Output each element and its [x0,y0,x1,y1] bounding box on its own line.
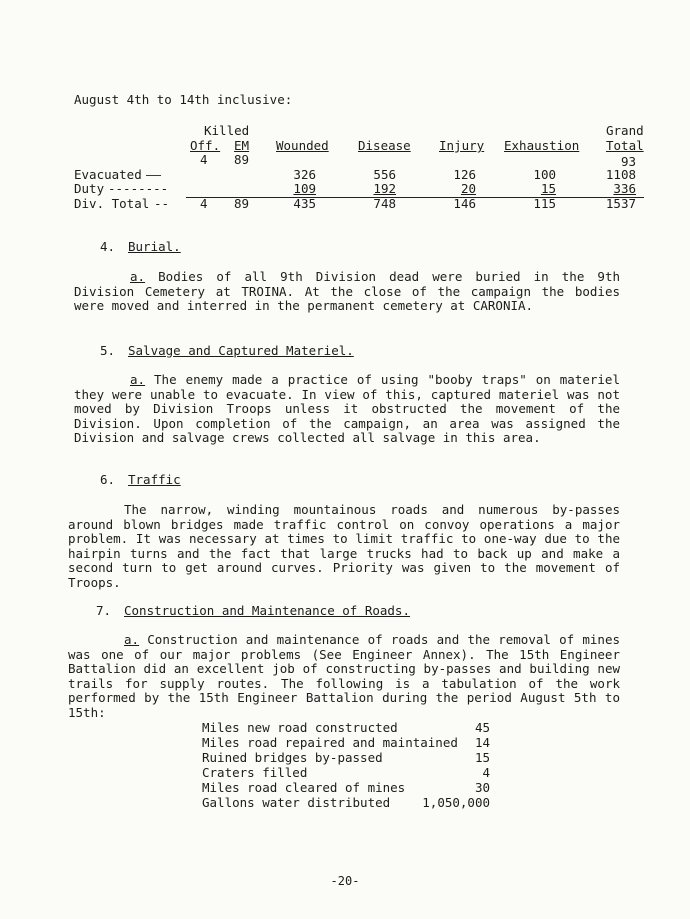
header-off: Off. [190,138,221,153]
section-title-salvage: Salvage and Captured Materiel. [128,343,354,358]
header-exhaustion: Exhaustion [504,138,580,153]
section-title-burial: Burial. [128,239,181,254]
evac-wounded: 326 [293,167,316,182]
killed-em: 89 [234,152,250,167]
work-row [202,765,502,780]
work-value: 1,050,000 [422,795,490,810]
sub-label-salvage: a. [130,372,146,387]
work-label: Miles new road constructed [202,720,398,735]
work-row [202,735,502,750]
work-value: 15 [474,750,490,765]
work-row [202,780,502,795]
total-disease: 748 [373,196,396,211]
work-value: 45 [474,720,490,735]
work-label: Craters filled [202,765,308,780]
paragraph-traffic [68,503,620,591]
period-heading: August 4th to 14th inclusive: [74,92,293,107]
total-rule [186,197,644,198]
section-number-roads: 7. [96,603,112,618]
section-number-salvage: 5. [100,343,116,358]
header-grand: Grand [606,123,644,138]
section-title-traffic: Traffic [128,472,181,487]
killed-off: 4 [200,152,208,167]
work-row [202,750,502,765]
row-dashes-duty: -------- [108,181,169,196]
duty-disease: 192 [373,181,396,196]
text-salvage: The enemy made a practice of using "booby traps" on materiel they were unable to evacuate. In view of this, captured materiel was not moved by Division Troops unless it obstructed the movement of the Division. Upon completion of the campaign, an area was assigned the Division and salvage crews collected all salvage in this area. [74,372,620,446]
text-roads: Construction and maintenance of roads and the removal of mines was one of our major problems (See Engineer Annex). The 15th Engineer Battalion did an excellent job of constructing by-passes and building new trails for supply routes. The following is a tabulation of the work performed by the 15th Engineer Battalion during the period August 5th to 15th: [68,632,621,720]
duty-wounded: 109 [293,181,316,196]
work-table [202,720,502,810]
section-number-traffic: 6. [100,472,116,487]
paragraph-salvage [74,373,620,446]
work-label: Ruined bridges by-passed [202,750,383,765]
row-label-div-total: Div. Total [74,196,150,211]
total-injury: 146 [453,196,476,211]
work-label: Miles road repaired and maintained [202,735,458,750]
section-number-burial: 4. [100,239,116,254]
row-dashes-div-total: -- [154,196,170,211]
text-burial: Bodies of all 9th Division dead were buried in the 9th Division Cemetery at TROINA. At the close of the campaign the bodies were moved and interred in the permanent cemetery at CARONIA. [74,269,620,314]
header-disease: Disease [358,138,411,153]
header-wounded: Wounded [276,138,329,153]
header-injury: Injury [439,138,485,153]
total-grand-total: 1537 [605,196,636,211]
section-title-roads: Construction and Maintenance of Roads. [124,603,410,618]
duty-injury: 20 [460,181,476,196]
sub-label-roads: a. [124,632,140,647]
work-row [202,795,502,810]
evac-grand-total: 1108 [605,167,636,182]
evac-disease: 556 [373,167,396,182]
total-em: 89 [234,196,250,211]
duty-exhaustion: 15 [540,181,556,196]
header-em: EM [234,138,250,153]
paragraph-burial [74,270,620,314]
total-wounded: 435 [293,196,316,211]
work-row [202,720,502,735]
total-off: 4 [200,196,208,211]
total-exhaustion: 115 [533,196,556,211]
evac-injury: 126 [453,167,476,182]
row-label-duty: Duty [74,181,105,196]
row-dashes-evacuated: —— [146,167,162,182]
work-label: Gallons water distributed [202,795,391,810]
paragraph-roads [68,633,620,721]
header-killed: Killed [204,123,250,138]
work-label: Miles road cleared of mines [202,780,406,795]
evac-exhaustion: 100 [533,167,556,182]
duty-grand-total: 336 [613,181,636,196]
row-label-evacuated: Evacuated [74,167,142,182]
header-total: Total [606,138,644,153]
killed-grand-total: 93 [620,154,636,169]
work-value: 30 [474,780,490,795]
page-number: -20- [330,874,360,888]
text-traffic: The narrow, winding mountainous roads and numerous by-passes around blown bridges made traffic control on convoy operations a major problem. It was necessary at times to limit traffic to one-way due to the hairpin turns and the fact that large trucks had to back up and make a second turn to get around curves. Priority was given to the movement of Troops. [68,502,620,590]
work-value: 14 [474,735,490,750]
sub-label-burial: a. [130,269,146,284]
work-value: 4 [482,765,490,780]
